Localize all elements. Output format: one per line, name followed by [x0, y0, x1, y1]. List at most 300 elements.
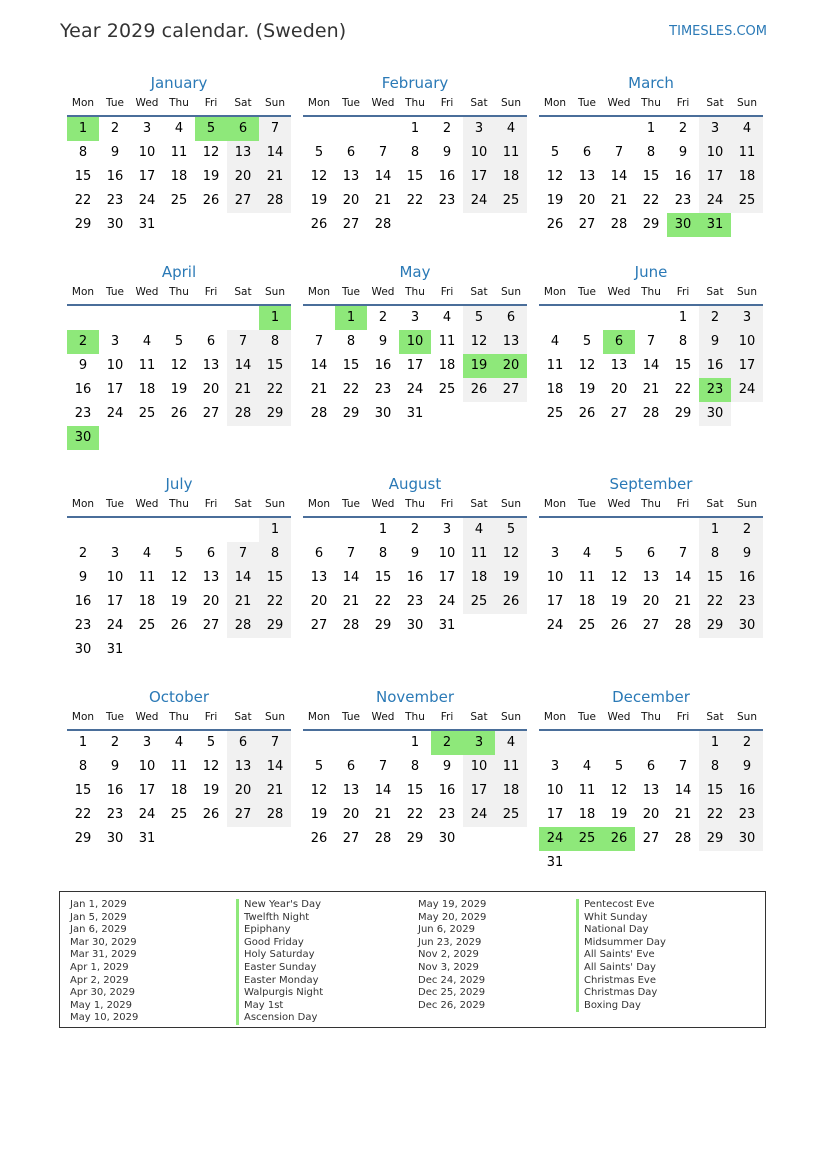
- weekday-label: Wed: [371, 498, 395, 510]
- day-cell: 5: [495, 518, 527, 542]
- month-march: [539, 73, 763, 237]
- empty-cell: [367, 731, 399, 755]
- day-grid: [303, 731, 527, 851]
- day-cell: 21: [227, 590, 259, 614]
- day-cell: 29: [259, 402, 291, 426]
- day-cell: 28: [674, 831, 692, 846]
- legend-date: Dec 25, 2029: [418, 987, 486, 999]
- weekday-label: Sat: [706, 711, 724, 723]
- day-cell: 25: [138, 618, 156, 633]
- day-cell: 4: [582, 546, 592, 561]
- day-cell: 25: [138, 406, 156, 421]
- day-cell: 21: [642, 382, 660, 397]
- day-cell: 7: [646, 334, 656, 349]
- weekday-label: Sun: [737, 286, 757, 298]
- day-grid: [67, 518, 291, 662]
- day-cell: 30: [699, 402, 731, 426]
- empty-cell: [195, 306, 227, 330]
- day-cell: 3: [142, 121, 152, 136]
- day-grid: [539, 306, 763, 426]
- day-cell: 6: [346, 145, 356, 160]
- day-cell: 14: [342, 570, 360, 585]
- day-cell: 3: [731, 306, 763, 330]
- weekday-label: Wed: [607, 498, 631, 510]
- day-cell: 31: [138, 831, 156, 846]
- month-june: [539, 262, 763, 426]
- day-cell: 16: [438, 169, 456, 184]
- day-cell: 16: [74, 382, 92, 397]
- weekday-header: [539, 497, 763, 518]
- day-cell: 19: [495, 566, 527, 590]
- weekday-label: Mon: [307, 286, 331, 298]
- day-cell: 23: [731, 803, 763, 827]
- day-grid: [303, 117, 527, 237]
- day-grid: [303, 518, 527, 638]
- day-cell: 29: [699, 614, 731, 638]
- day-cell: 20: [310, 594, 328, 609]
- weekday-label: Sun: [265, 498, 285, 510]
- weekday-header: [303, 96, 527, 117]
- day-cell: 25: [571, 827, 603, 851]
- day-cell: 25: [546, 406, 564, 421]
- day-cell: 9: [410, 546, 420, 561]
- weekday-label: Sun: [737, 97, 757, 109]
- empty-cell: [571, 306, 603, 330]
- empty-cell: [603, 117, 635, 141]
- day-cell: 9: [699, 330, 731, 354]
- day-cell: 1: [646, 121, 656, 136]
- legend-holiday-name: Holy Saturday: [236, 949, 323, 962]
- day-cell: 10: [399, 330, 431, 354]
- day-cell: 8: [678, 334, 688, 349]
- legend-holiday-name: Christmas Day: [576, 987, 666, 1000]
- month-july: [67, 474, 291, 662]
- day-cell: 13: [642, 570, 660, 585]
- weekday-label: Sun: [737, 498, 757, 510]
- day-cell: 28: [227, 402, 259, 426]
- empty-cell: [571, 731, 603, 755]
- day-cell: 23: [74, 406, 92, 421]
- day-cell: 7: [259, 731, 291, 755]
- day-cell: 5: [206, 735, 216, 750]
- day-cell: 18: [170, 169, 188, 184]
- day-cell: 22: [674, 382, 692, 397]
- weekday-label: Tue: [578, 286, 596, 298]
- day-cell: 5: [463, 306, 495, 330]
- day-cell: 22: [406, 193, 424, 208]
- day-cell: 10: [438, 546, 456, 561]
- legend-date: Apr 1, 2029: [70, 961, 129, 973]
- legend-holiday-name: Pentecost Eve: [576, 899, 666, 912]
- empty-cell: [603, 731, 635, 755]
- day-cell: 9: [731, 542, 763, 566]
- day-cell: 6: [206, 546, 216, 561]
- day-cell: 11: [170, 145, 188, 160]
- empty-cell: [163, 518, 195, 542]
- day-grid: [67, 306, 291, 450]
- weekday-label: Fri: [440, 711, 454, 723]
- weekday-header: [303, 497, 527, 518]
- day-cell: 11: [495, 755, 527, 779]
- day-cell: 10: [106, 570, 124, 585]
- day-cell: 26: [170, 618, 188, 633]
- empty-cell: [67, 518, 99, 542]
- day-grid: [539, 117, 763, 237]
- month-name: May: [399, 263, 431, 281]
- day-cell: 17: [106, 382, 124, 397]
- day-cell: 21: [310, 382, 328, 397]
- day-cell: 30: [438, 831, 456, 846]
- legend-holiday-name: Twelfth Night: [236, 912, 323, 925]
- day-cell: 27: [227, 189, 259, 213]
- day-cell: 3: [142, 735, 152, 750]
- month-september: [539, 474, 763, 638]
- day-cell: 15: [406, 783, 424, 798]
- legend-date: Mar 31, 2029: [70, 949, 137, 961]
- day-cell: 7: [678, 546, 688, 561]
- month-name: September: [609, 475, 693, 493]
- brand-link[interactable]: TIMESLES.COM: [669, 24, 767, 39]
- day-cell: 30: [406, 618, 424, 633]
- weekday-label: Sun: [265, 97, 285, 109]
- legend-holiday-name: Ascension Day: [236, 1012, 323, 1025]
- legend-holiday-name: Boxing Day: [576, 1000, 666, 1013]
- day-cell: 22: [259, 378, 291, 402]
- empty-cell: [635, 518, 667, 542]
- day-cell: 21: [674, 807, 692, 822]
- day-cell: 1: [699, 518, 731, 542]
- day-cell: 7: [346, 546, 356, 561]
- weekday-header: [303, 285, 527, 306]
- legend-names-1: [236, 899, 323, 1025]
- month-name: July: [165, 475, 193, 493]
- weekday-header: [303, 710, 527, 731]
- empty-cell: [303, 117, 335, 141]
- day-cell: 26: [170, 406, 188, 421]
- day-cell: 20: [227, 165, 259, 189]
- empty-cell: [227, 518, 259, 542]
- empty-cell: [667, 731, 699, 755]
- weekday-label: Fri: [204, 711, 218, 723]
- day-cell: 15: [699, 779, 731, 803]
- day-cell: 28: [227, 614, 259, 638]
- legend-date: Dec 26, 2029: [418, 999, 486, 1011]
- day-cell: 28: [310, 406, 328, 421]
- day-cell: 21: [610, 193, 628, 208]
- day-cell: 27: [495, 378, 527, 402]
- day-cell: 13: [202, 358, 220, 373]
- weekday-label: Thu: [169, 97, 189, 109]
- day-cell: 6: [314, 546, 324, 561]
- day-cell: 5: [314, 759, 324, 774]
- weekday-label: Wed: [607, 286, 631, 298]
- weekday-label: Thu: [405, 711, 425, 723]
- day-cell: 14: [259, 755, 291, 779]
- day-cell: 9: [78, 570, 88, 585]
- legend-date: Apr 2, 2029: [70, 974, 129, 986]
- day-cell: 4: [582, 759, 592, 774]
- day-cell: 3: [442, 522, 452, 537]
- day-cell: 30: [106, 217, 124, 232]
- day-cell: 2: [67, 330, 99, 354]
- day-cell: 28: [674, 618, 692, 633]
- day-cell: 4: [731, 117, 763, 141]
- weekday-label: Sun: [501, 498, 521, 510]
- legend-holiday-name: Easter Sunday: [236, 962, 323, 975]
- day-cell: 4: [142, 334, 152, 349]
- weekday-label: Wed: [135, 97, 159, 109]
- day-cell: 22: [699, 590, 731, 614]
- legend-dates-1: [70, 899, 138, 1025]
- day-cell: 16: [374, 358, 392, 373]
- day-cell: 15: [74, 169, 92, 184]
- empty-cell: [367, 117, 399, 141]
- day-cell: 7: [614, 145, 624, 160]
- weekday-label: Thu: [641, 286, 661, 298]
- day-cell: 10: [463, 141, 495, 165]
- legend-date: Nov 3, 2029: [418, 961, 479, 973]
- day-cell: 5: [195, 117, 227, 141]
- day-cell: 11: [138, 358, 156, 373]
- day-cell: 20: [642, 594, 660, 609]
- weekday-label: Tue: [106, 286, 124, 298]
- empty-cell: [571, 117, 603, 141]
- day-cell: 9: [731, 755, 763, 779]
- day-cell: 13: [578, 169, 596, 184]
- day-cell: 30: [374, 406, 392, 421]
- day-cell: 5: [614, 546, 624, 561]
- legend-holiday-name: Easter Monday: [236, 975, 323, 988]
- weekday-label: Fri: [676, 286, 690, 298]
- empty-cell: [635, 306, 667, 330]
- day-cell: 24: [539, 827, 571, 851]
- legend-date: Jan 5, 2029: [70, 911, 127, 923]
- day-cell: 13: [610, 358, 628, 373]
- day-cell: 20: [342, 193, 360, 208]
- weekday-label: Tue: [578, 711, 596, 723]
- day-cell: 1: [67, 117, 99, 141]
- day-cell: 5: [314, 145, 324, 160]
- day-cell: 15: [374, 570, 392, 585]
- day-cell: 3: [110, 546, 120, 561]
- day-cell: 14: [310, 358, 328, 373]
- day-cell: 8: [259, 542, 291, 566]
- weekday-header: [67, 96, 291, 117]
- weekday-header: [67, 710, 291, 731]
- month-name: January: [150, 74, 208, 92]
- legend-names-2: [576, 899, 666, 1012]
- day-cell: 11: [463, 542, 495, 566]
- day-cell: 16: [438, 783, 456, 798]
- day-cell: 19: [202, 169, 220, 184]
- day-cell: 12: [610, 570, 628, 585]
- day-cell: 26: [610, 618, 628, 633]
- day-cell: 5: [550, 145, 560, 160]
- day-cell: 9: [110, 759, 120, 774]
- weekday-label: Wed: [371, 97, 395, 109]
- day-cell: 16: [106, 169, 124, 184]
- day-cell: 1: [78, 735, 88, 750]
- weekday-label: Wed: [607, 97, 631, 109]
- day-cell: 13: [227, 755, 259, 779]
- day-cell: 4: [142, 546, 152, 561]
- day-cell: 19: [170, 594, 188, 609]
- day-cell: 4: [495, 117, 527, 141]
- legend-date: May 20, 2029: [418, 911, 487, 923]
- month-october: [67, 687, 291, 851]
- day-cell: 17: [106, 594, 124, 609]
- day-cell: 15: [699, 566, 731, 590]
- weekday-label: Mon: [71, 498, 95, 510]
- empty-cell: [539, 518, 571, 542]
- day-cell: 23: [438, 807, 456, 822]
- day-cell: 25: [170, 807, 188, 822]
- day-cell: 12: [170, 570, 188, 585]
- day-cell: 16: [406, 570, 424, 585]
- day-cell: 29: [674, 406, 692, 421]
- day-cell: 20: [202, 382, 220, 397]
- day-cell: 7: [259, 117, 291, 141]
- day-cell: 26: [603, 827, 635, 851]
- day-cell: 24: [463, 803, 495, 827]
- empty-cell: [303, 306, 335, 330]
- day-cell: 31: [138, 217, 156, 232]
- weekday-label: Sat: [470, 97, 488, 109]
- day-cell: 22: [74, 193, 92, 208]
- legend-holiday-name: New Year's Day: [236, 899, 323, 912]
- day-cell: 25: [578, 618, 596, 633]
- day-cell: 7: [378, 759, 388, 774]
- day-cell: 15: [674, 358, 692, 373]
- day-cell: 27: [610, 406, 628, 421]
- day-cell: 1: [378, 522, 388, 537]
- day-cell: 25: [170, 193, 188, 208]
- day-cell: 15: [342, 358, 360, 373]
- month-name: April: [161, 263, 197, 281]
- day-cell: 27: [227, 803, 259, 827]
- day-cell: 18: [463, 566, 495, 590]
- day-cell: 11: [138, 570, 156, 585]
- day-cell: 3: [463, 731, 495, 755]
- day-cell: 9: [110, 145, 120, 160]
- legend-date: Jan 6, 2029: [70, 924, 127, 936]
- day-cell: 14: [259, 141, 291, 165]
- day-cell: 19: [610, 807, 628, 822]
- day-cell: 27: [578, 217, 596, 232]
- weekday-label: Thu: [169, 498, 189, 510]
- weekday-label: Mon: [543, 97, 567, 109]
- day-cell: 10: [546, 783, 564, 798]
- day-cell: 12: [170, 358, 188, 373]
- day-cell: 2: [442, 121, 452, 136]
- day-cell: 17: [731, 354, 763, 378]
- weekday-label: Sun: [501, 286, 521, 298]
- day-cell: 7: [378, 145, 388, 160]
- day-cell: 8: [410, 145, 420, 160]
- day-cell: 1: [699, 731, 731, 755]
- weekday-label: Mon: [71, 97, 95, 109]
- day-cell: 9: [678, 145, 688, 160]
- day-cell: 22: [342, 382, 360, 397]
- day-cell: 27: [342, 217, 360, 232]
- day-cell: 8: [378, 546, 388, 561]
- legend-holiday-name: Epiphany: [236, 924, 323, 937]
- day-cell: 28: [610, 217, 628, 232]
- weekday-label: Wed: [135, 711, 159, 723]
- day-cell: 29: [74, 217, 92, 232]
- day-cell: 26: [310, 217, 328, 232]
- weekday-header: [67, 285, 291, 306]
- day-cell: 5: [174, 546, 184, 561]
- weekday-label: Thu: [641, 711, 661, 723]
- day-cell: 26: [202, 193, 220, 208]
- day-cell: 1: [410, 121, 420, 136]
- legend-holiday-name: All Saints' Day: [576, 962, 666, 975]
- day-cell: 29: [259, 614, 291, 638]
- day-cell: 17: [138, 169, 156, 184]
- day-cell: 2: [78, 546, 88, 561]
- day-cell: 2: [731, 731, 763, 755]
- day-cell: 13: [227, 141, 259, 165]
- day-cell: 19: [310, 193, 328, 208]
- day-cell: 19: [463, 354, 495, 378]
- day-cell: 12: [546, 169, 564, 184]
- empty-cell: [635, 731, 667, 755]
- day-cell: 2: [110, 121, 120, 136]
- day-cell: 4: [442, 310, 452, 325]
- day-cell: 30: [74, 642, 92, 657]
- day-cell: 17: [699, 165, 731, 189]
- day-cell: 13: [310, 570, 328, 585]
- legend-date: May 10, 2029: [70, 1012, 139, 1024]
- day-cell: 18: [578, 807, 596, 822]
- day-cell: 4: [463, 518, 495, 542]
- weekday-label: Sun: [265, 286, 285, 298]
- weekday-label: Mon: [307, 498, 331, 510]
- day-cell: 21: [374, 193, 392, 208]
- day-cell: 24: [138, 193, 156, 208]
- day-cell: 29: [342, 406, 360, 421]
- day-cell: 23: [438, 193, 456, 208]
- day-cell: 12: [202, 145, 220, 160]
- day-cell: 2: [431, 731, 463, 755]
- weekday-label: Fri: [676, 97, 690, 109]
- day-cell: 21: [374, 807, 392, 822]
- day-cell: 8: [699, 755, 731, 779]
- day-cell: 15: [406, 169, 424, 184]
- day-cell: 2: [678, 121, 688, 136]
- day-cell: 18: [578, 594, 596, 609]
- day-cell: 16: [731, 779, 763, 803]
- legend-date: Jun 6, 2029: [418, 924, 475, 936]
- day-cell: 13: [495, 330, 527, 354]
- empty-cell: [131, 306, 163, 330]
- weekday-header: [539, 285, 763, 306]
- day-cell: 27: [342, 831, 360, 846]
- legend-holiday-name: Walpurgis Night: [236, 987, 323, 1000]
- day-cell: 15: [642, 169, 660, 184]
- empty-cell: [99, 306, 131, 330]
- day-cell: 1: [335, 306, 367, 330]
- month-november: [303, 687, 527, 851]
- day-cell: 24: [699, 189, 731, 213]
- day-cell: 25: [731, 189, 763, 213]
- month-december: [539, 687, 763, 875]
- day-cell: 21: [342, 594, 360, 609]
- day-cell: 7: [314, 334, 324, 349]
- day-cell: 19: [610, 594, 628, 609]
- weekday-label: Sat: [470, 286, 488, 298]
